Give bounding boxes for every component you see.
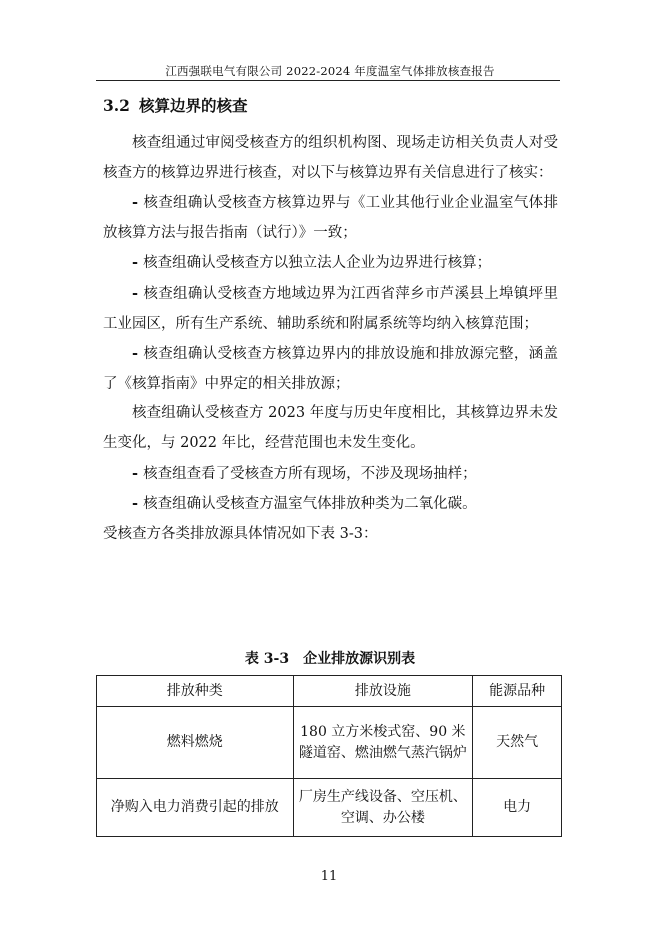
bullet-item bbox=[103, 188, 558, 248]
running-header: 江西强联电气有限公司 2022-2024 年度温室气体排放核查报告 bbox=[165, 64, 495, 78]
table-cell: 厂房生产线设备、空压机、空调、办公楼 bbox=[293, 779, 473, 837]
page-number: 11 bbox=[320, 869, 338, 884]
bullet-text: 核查组确认受核查方核算边界内的排放设施和排放源完整，涵盖了《核算指南》中界定的相关排放源； bbox=[103, 346, 558, 392]
section-number: 3.2 bbox=[103, 96, 130, 115]
table-cell: 电力 bbox=[473, 779, 562, 837]
table-row bbox=[97, 707, 562, 779]
table-header-row bbox=[97, 676, 562, 707]
bullet-item bbox=[103, 489, 558, 520]
body-text bbox=[103, 129, 558, 549]
bullet-item bbox=[103, 279, 558, 339]
emission-source-table bbox=[96, 675, 562, 837]
table-header-cell: 能源品种 bbox=[473, 676, 562, 707]
bullet-text: 核查组确认受核查方核算边界与《工业其他行业企业温室气体排放核算方法与报告指南（试行）》一致； bbox=[103, 195, 558, 241]
table-intro-paragraph: 受核查方各类排放源具体情况如下表 3-3： bbox=[103, 525, 378, 542]
intro-paragraph: 核查组通过审阅受核查方的组织机构图、现场走访相关负责人对受核查方的核算边界进行核查，对以下与核算边界有关信息进行了核实： bbox=[103, 135, 558, 181]
table-header-cell: 排放种类 bbox=[97, 676, 294, 707]
section-heading bbox=[103, 94, 248, 116]
table-cell: 净购入电力消费引起的排放 bbox=[97, 779, 294, 837]
section-title: 核算边界的核查 bbox=[139, 96, 248, 115]
bullet-text: 核查组确认受核查方温室气体排放种类为二氧化碳。 bbox=[143, 496, 477, 513]
paragraph: 核查组确认受核查方 2023 年度与历史年度相比，其核算边界未发生变化，与 2022 年比，经营范围也未发生变化。 bbox=[103, 405, 558, 451]
table-caption: 表 3-3 企业排放源识别表 bbox=[244, 651, 416, 667]
table-row bbox=[97, 779, 562, 837]
header-divider bbox=[96, 80, 560, 81]
table-header-cell: 排放设施 bbox=[293, 676, 473, 707]
bullet-text: 核查组查看了受核查方所有现场，不涉及现场抽样； bbox=[143, 465, 477, 482]
bullet-text: 核查组确认受核查方地域边界为江西省萍乡市芦溪县上埠镇坪里工业园区，所有生产系统、辅助系统和附属系统等均纳入核算范围； bbox=[103, 285, 558, 332]
bullet-item bbox=[103, 459, 558, 490]
bullet-text: 核查组确认受核查方以独立法人企业为边界进行核算； bbox=[143, 255, 492, 272]
bullet-item bbox=[103, 248, 558, 279]
table-cell: 天然气 bbox=[473, 707, 562, 779]
bullet-item bbox=[103, 339, 558, 399]
table-cell: 燃料燃烧 bbox=[97, 707, 294, 779]
table-cell: 180 立方米梭式窑、90 米隧道窑、燃油燃气蒸汽锅炉 bbox=[293, 707, 473, 779]
